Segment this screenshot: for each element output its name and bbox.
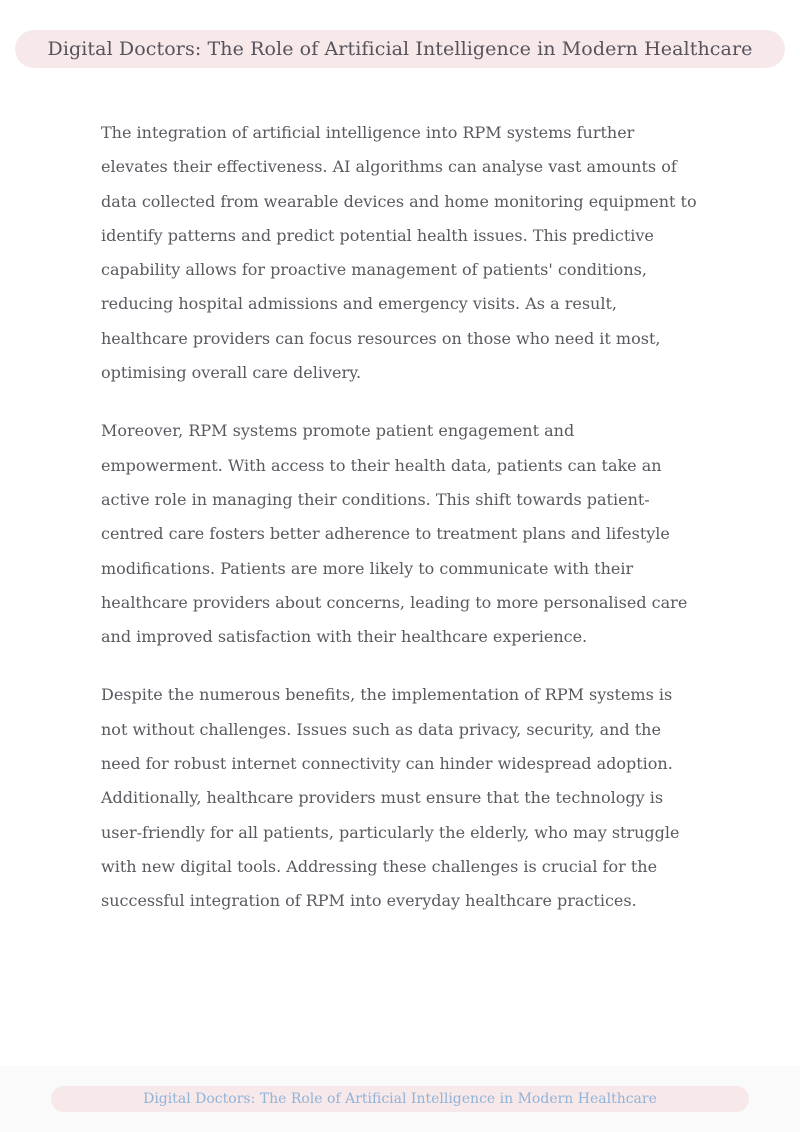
- paragraph: Despite the numerous benefits, the implementation of RPM systems is not without challenges. Issues such as data privacy, security, and the need for robust internet connectivity can hinder widespread adoption. Additionally, healthcare providers must ensure that the technology is user-friendly for all patients, particularly the elderly, who may struggle with new digital tools. Addressing these challenges is crucial for the successful integration of RPM into everyday healthcare practices.: [101, 685, 680, 911]
- paragraph: The integration of artificial intelligence into RPM systems further elevates their effectiveness. AI algorithms can analyse vast amounts of data collected from wearable devices and home monitoring equipment to identify patterns and predict potential health issues. This predictive capability allows for proactive management of patients' conditions, reducing hospital admissions and emergency visits. As a result, healthcare providers can focus resources on those who need it most, optimising overall care delivery.: [101, 123, 697, 383]
- document-body: [101, 116, 701, 943]
- footer-banner: [51, 1086, 749, 1112]
- page-title: Digital Doctors: The Role of Artificial Intelligence in Modern Healthcare: [47, 38, 753, 60]
- paragraph: Moreover, RPM systems promote patient engagement and empowerment. With access to their health data, patients can take an active role in managing their conditions. This shift towards patient-centred care fosters better adherence to treatment plans and lifestyle modifications. Patients are more likely to communicate with their healthcare providers about concerns, leading to more personalised care and improved satisfaction with their healthcare experience.: [101, 421, 688, 647]
- footer-title: Digital Doctors: The Role of Artificial Intelligence in Modern Healthcare: [143, 1091, 657, 1107]
- page-header: [15, 30, 785, 68]
